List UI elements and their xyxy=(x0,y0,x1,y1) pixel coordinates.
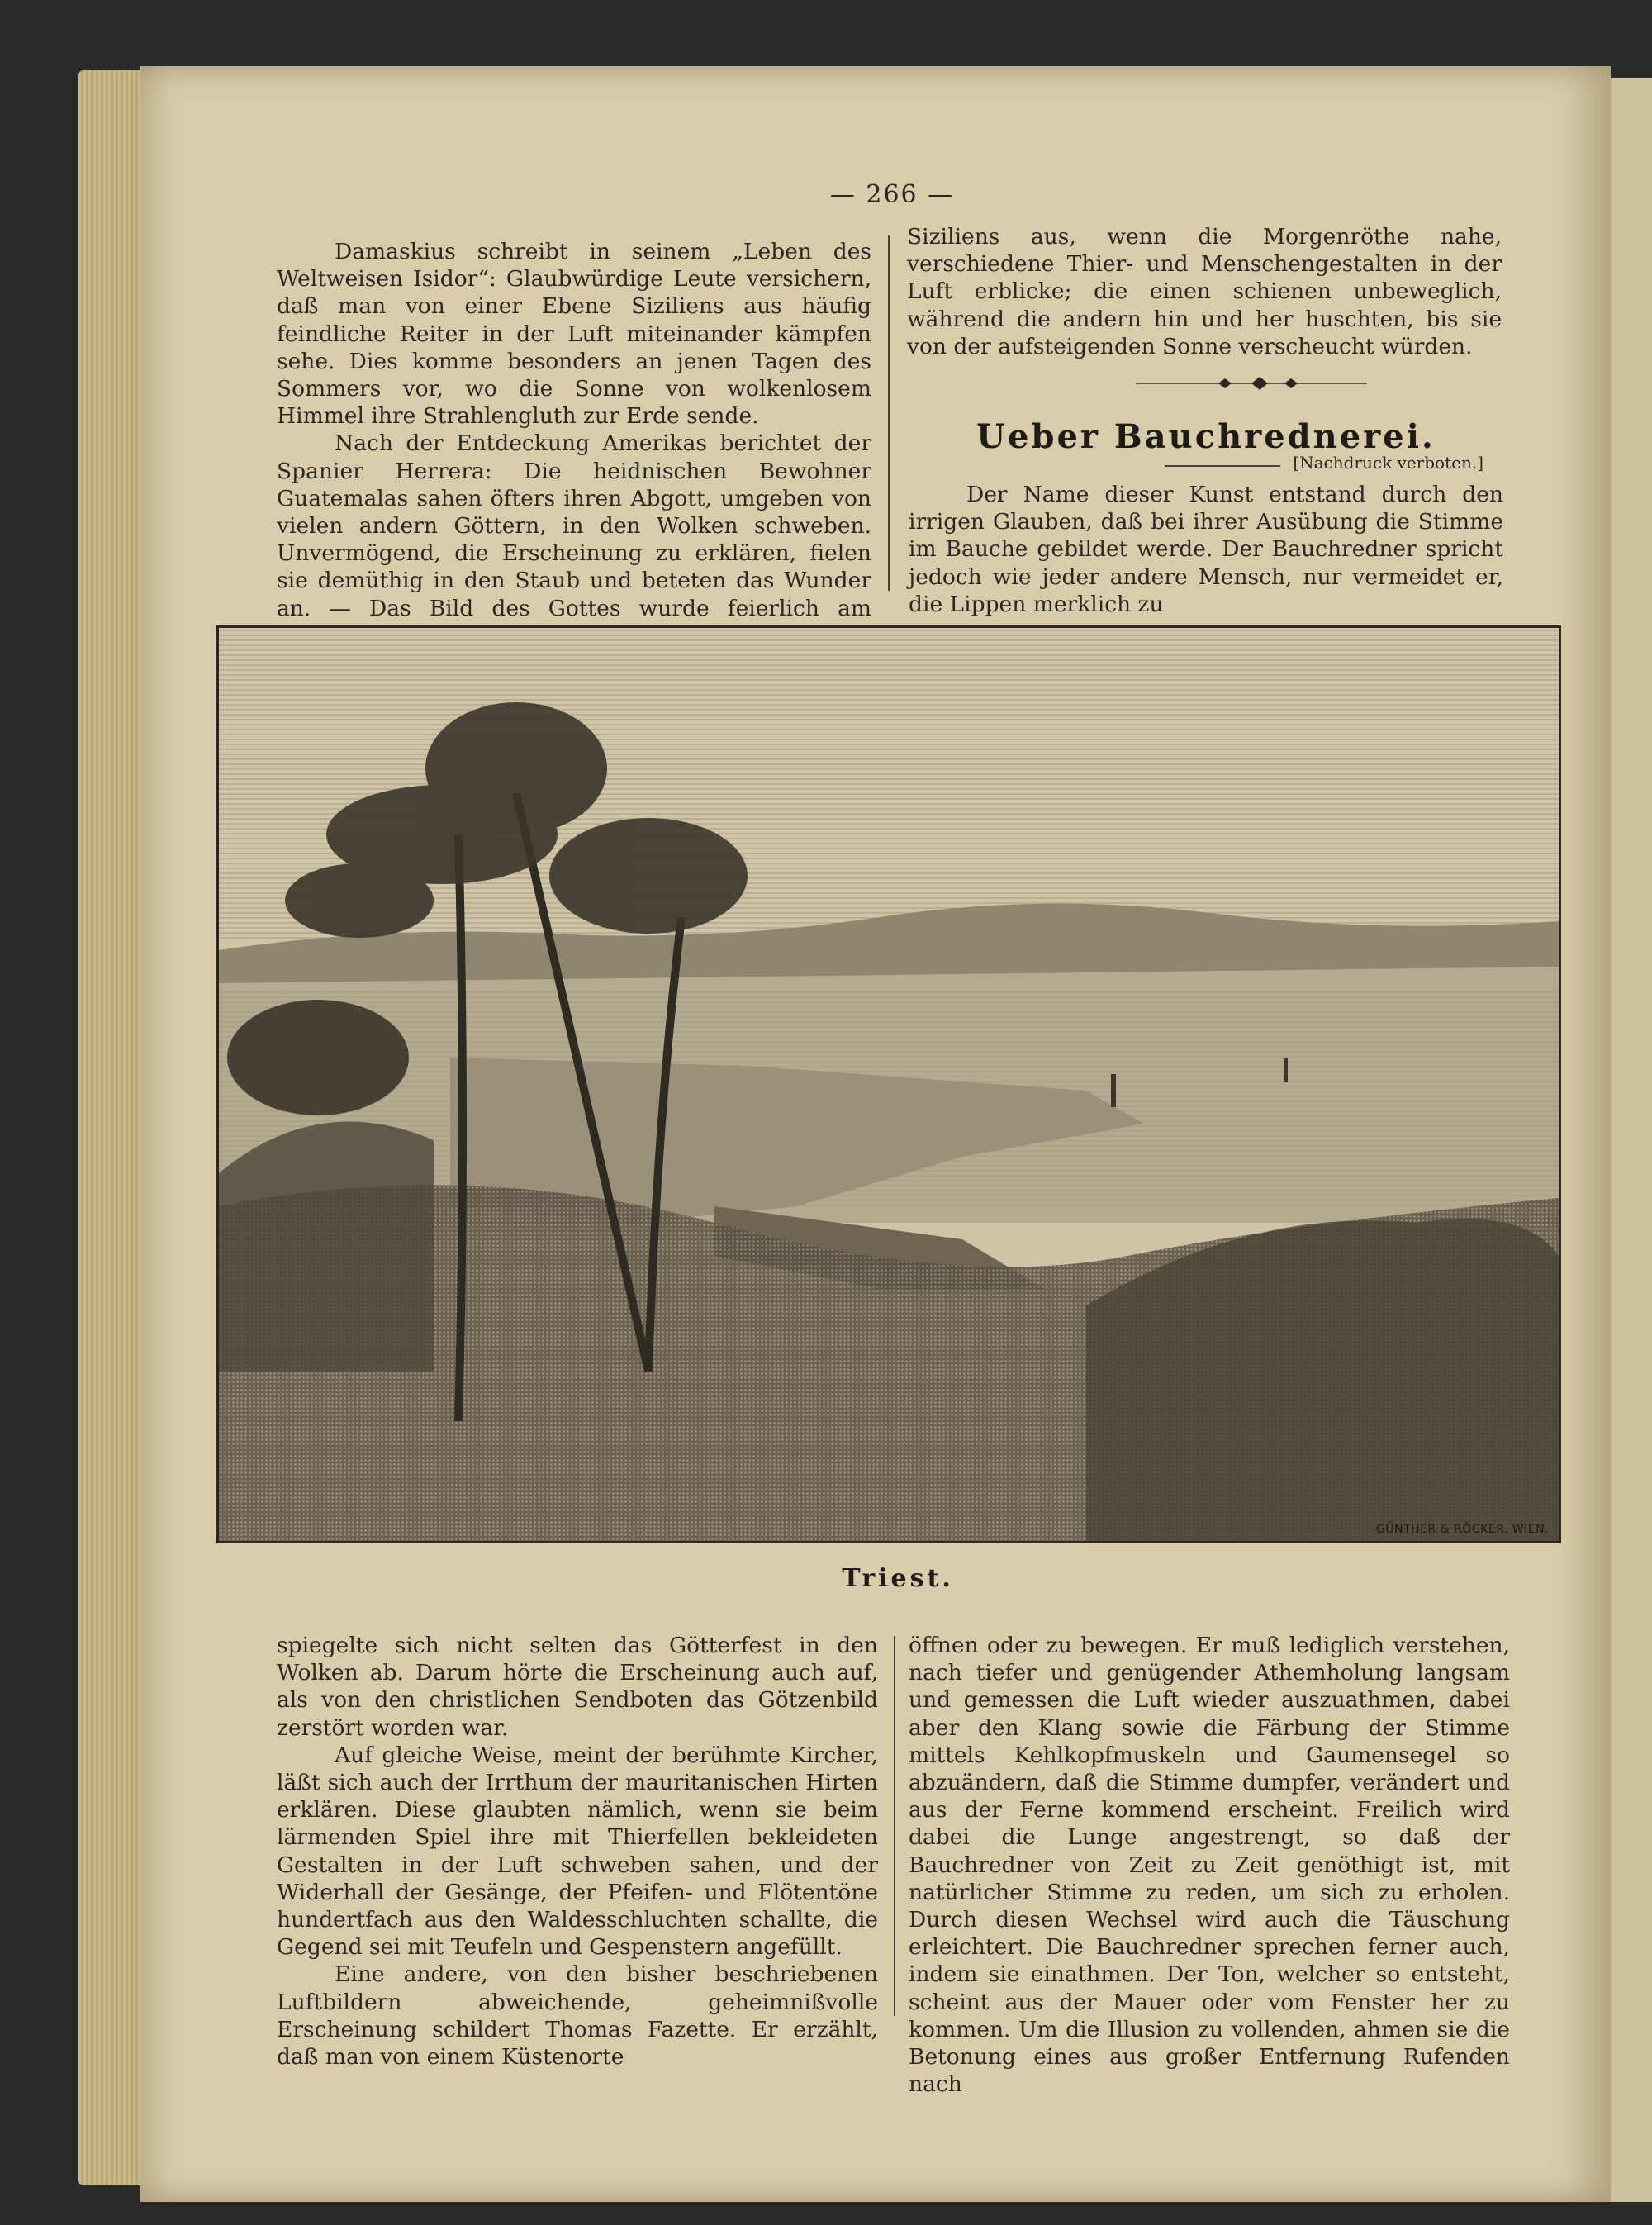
paragraph: Siziliens aus, wenn die Morgenröthe nahe, verschiedene Thier- und Menschengestalten in der Luft erblicke; die einen schienen unbeweglich, während die andern hin und her huschten, bis sie von der aufsteigenden Sonne verscheucht würden. xyxy=(907,224,1502,359)
section-ornament xyxy=(1136,373,1367,393)
upper-left-column xyxy=(277,238,871,649)
landscape-illustration xyxy=(219,628,1559,1541)
engraver-signature: GÜNTHER & RÖCKER. WIEN. xyxy=(1376,1523,1549,1536)
paragraph: Der Name dieser Kunst entstand durch den irrigen Glauben, daß bei ihrer Ausübung die Stimme im Bauche gebildet werde. Der Bauchredner spricht jedoch wie jeder andere Mensch, nur vermeidet er, die Lippen merklich zu xyxy=(909,482,1503,617)
lower-right-column xyxy=(909,1632,1510,2098)
paragraph: Damaskius schreibt in seinem „Leben des Weltweisen Isidor“: Glaubwürdige Leute versichern, daß man von einer Ebene Siziliens aus häufig feindliche Reiter in der Luft miteinander kämpfen sehe. Dies komme besonders an jenen Tagen des Sommers vor, wo die Sonne von wolkenlosem Himmel ihre Strahlengluth zur Erde sende. xyxy=(277,239,871,430)
paragraph: Nach der Entdeckung Amerikas berichtet der Spanier Herrera: Die heidnischen Bewohner Guatemalas sahen öfters ihren Abgott, umgeben von vielen andern Göttern, in den Wolken schweben. Unvermögend, die Erscheinung zu erklären, fielen sie demüthig in den Staub und beteten das Wunder an. — Das Bild des Gottes wurde feierlich am xyxy=(277,430,871,621)
book-page-edges xyxy=(78,70,145,2185)
paragraph: Auf gleiche Weise, meint der berühmte Kircher, läßt sich auch der Irrthum der mauritanischen Hirten erklären. Diese glaubten nämlich, wenn sie beim lärmenden Spiel ihre mit Thierfellen bekleideten Gestalten in der Luft schweben sahen, und der Widerhall der Gesänge, der Pfeifen- und Flötentöne hundertfach aus den Waldesschluchten schallte, die Gegend sei mit Teufeln und Gespenstern angefüllt. xyxy=(277,1742,878,1961)
reprint-note: [Nachdruck verboten.] xyxy=(1293,453,1483,473)
adjacent-page-edge xyxy=(1611,78,1652,2202)
column-divider xyxy=(894,1636,895,2016)
upper-right-column xyxy=(907,223,1502,360)
headline-rule xyxy=(1165,465,1280,467)
article-headline: Ueber Bauchrednerei. xyxy=(976,417,1436,456)
page-number: — 266 — xyxy=(829,180,955,209)
engraving-trieste xyxy=(216,625,1561,1543)
column-divider xyxy=(888,235,890,591)
paragraph: öffnen oder zu bewegen. Er muß lediglich verstehen, nach tiefer und genügender Athemholung langsam und gemessen die Luft wieder auszuathmen, dabei aber den Klang sowie die Färbung der Stimme mittels Kehlkopfmuskeln und Gaumensegel so abzuändern, daß die Stimme dumpfer, verändert und aus der Ferne kommend erscheint. Freilich wird dabei die Lunge angestrengt, so daß der Bauchredner von Zeit zu Zeit genöthigt ist, mit natürlicher Stimme zu reden, um sich zu erholen. Durch diesen Wechsel wird auch die Täuschung erleichtert. Die Bauchredner sprechen ferner auch, indem sie einathmen. Der Ton, welcher so entsteht, scheint aus der Mauer oder vom Fenster her zu kommen. Um die Illusion zu vollenden, ahmen sie die Betonung eines aus großer Entfernung Rufenden nach xyxy=(909,1633,1510,2098)
upper-right-column-continued xyxy=(909,481,1503,618)
illustration-caption: Triest. xyxy=(842,1564,954,1593)
paragraph: Eine andere, von den bisher beschriebenen Luftbildern abweichende, geheimnißvolle Erscheinung schildert Thomas Fazette. Er erzählt, daß man von einem Küstenorte xyxy=(277,1961,878,2070)
lower-left-column xyxy=(277,1632,878,2070)
paragraph: spiegelte sich nicht selten das Götterfest in den Wolken ab. Darum hörte die Erscheinung auch auf, als von den christlichen Sendboten das Götzenbild zerstört worden war. xyxy=(277,1633,878,1741)
